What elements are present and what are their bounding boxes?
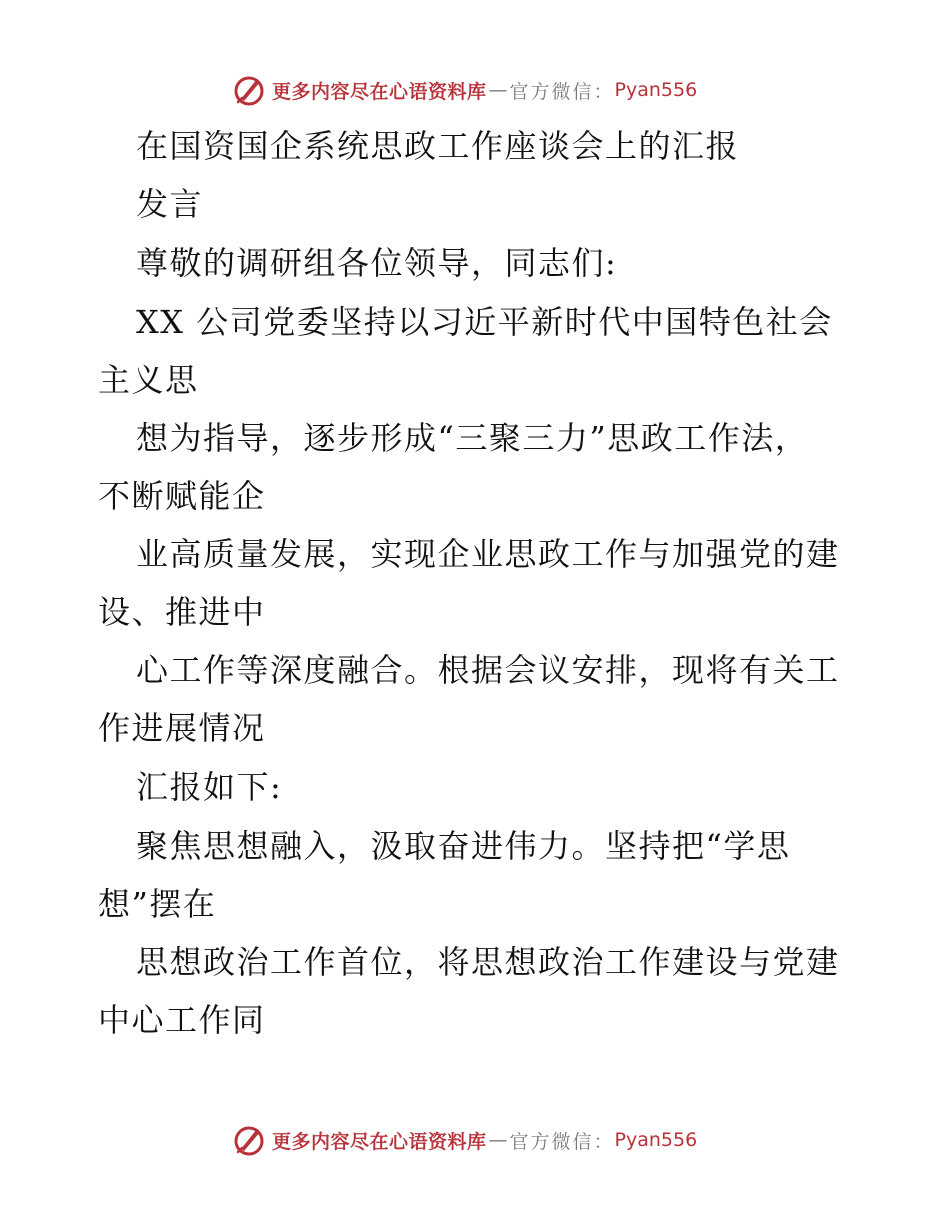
quill-logo-icon <box>232 1123 266 1157</box>
banner-title: 更多内容尽在心语资料库 <box>272 1130 487 1153</box>
body-line: 不断赋能企 <box>98 477 266 515</box>
body-line: 想为指导，逐步形成“三聚三力”思政工作法， <box>136 419 809 457</box>
body-line: 心工作等深度融合。根据会议安排，现将有关工 <box>136 651 840 689</box>
banner-title: 更多内容尽在心语资料库 <box>272 80 487 103</box>
body-line: 聚焦思想融入，汲取奋进伟力。坚持把“学思 <box>136 827 791 865</box>
body-line: 设、推进中 <box>98 593 266 631</box>
body-line: XX 公司党委坚持以习近平新时代中国特色社会 <box>136 303 833 341</box>
body-line: 思想政治工作首位，将思想政治工作建设与党建 <box>136 943 840 981</box>
banner-wechat-label: 官方微信： <box>509 80 615 103</box>
banner-dash: — <box>488 79 508 101</box>
body-line: 想”摆在 <box>98 885 217 923</box>
doc-title-line-1: 在国资国企系统思政工作座谈会上的汇报 <box>136 127 740 165</box>
body-line: 作进展情况 <box>98 709 266 747</box>
header-watermark-banner <box>232 72 697 108</box>
banner-wechat-id: Pyan556 <box>614 1129 698 1151</box>
salutation-line: 尊敬的调研组各位领导，同志们: <box>136 244 618 282</box>
banner-wechat-id: Pyan556 <box>614 79 698 101</box>
body-line: 主义思 <box>98 361 199 399</box>
quill-logo-icon <box>232 73 266 107</box>
body-line: 业高质量发展，实现企业思政工作与加强党的建 <box>136 535 840 573</box>
doc-title-line-2: 发言 <box>136 185 204 223</box>
banner-wechat-label: 官方微信： <box>509 1130 615 1153</box>
footer-watermark-banner <box>232 1122 697 1158</box>
banner-dash: — <box>488 1129 508 1151</box>
body-line: 中心工作同 <box>98 1001 266 1039</box>
body-line: 汇报如下: <box>136 768 283 806</box>
